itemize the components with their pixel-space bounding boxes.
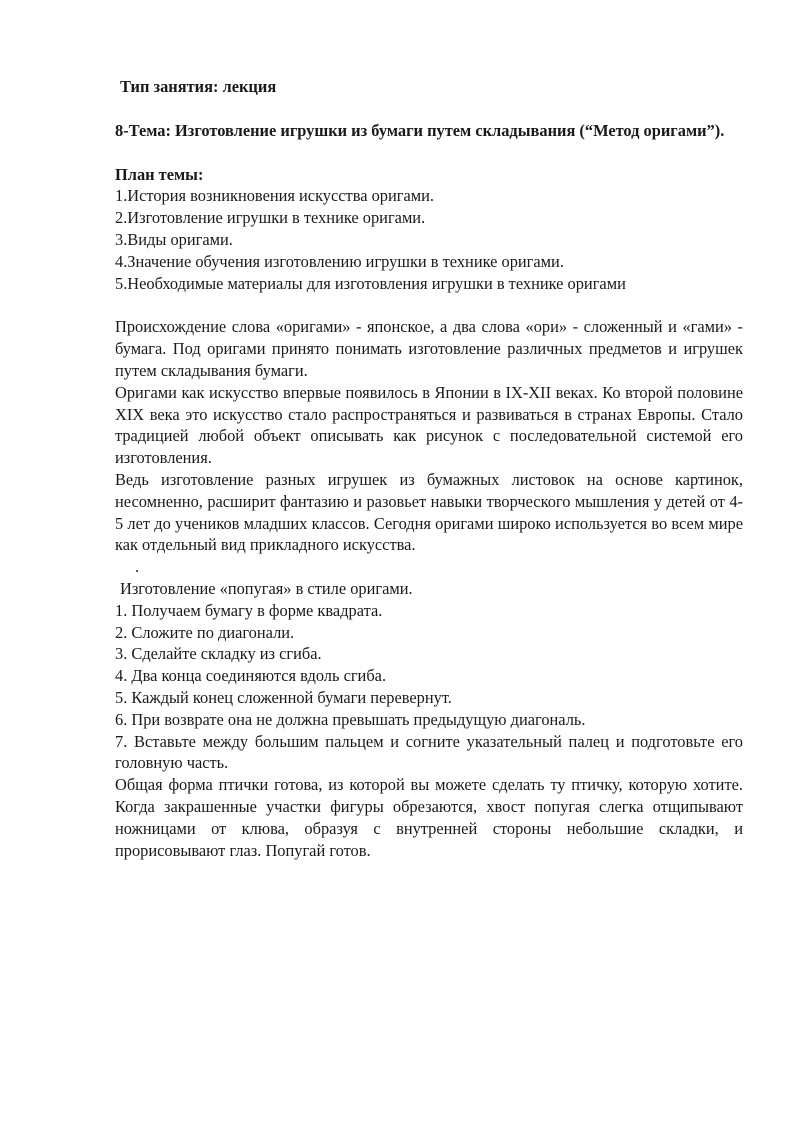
- instruction-step: 4. Два конца соединяются вдоль сгиба.: [115, 666, 387, 686]
- plan-item: 5.Необходимые материалы для изготовления игрушки в технике оригами: [115, 273, 626, 293]
- instruction-step: 2. Сложите по диагонали.: [115, 622, 295, 642]
- plan-item: 1.История возникновения искусства оригами.: [115, 186, 435, 206]
- instructions-title: Изготовление «попугая» в стиле оригами.: [120, 578, 413, 598]
- body-paragraph: Происхождение слова «оригами» - японское, а два слова «ори» - сложенный и «гами» - бумага. Под оригами принято понимать изготовление различных предметов и игрушек путем складывания бумаги.: [115, 317, 743, 380]
- body-paragraph: Ведь изготовление разных игрушек из бумажных листовок на основе картинок, несомненно, расширит фантазию и разовьет навыки творческого мышления у детей от 4-5 лет до учеников младших классов. Сегодня оригами широко используется во всем мире как отдельный вид прикладного искусства.: [115, 469, 743, 555]
- lesson-type: Тип занятия: лекция: [120, 77, 277, 96]
- plan-item: 3.Виды оригами.: [115, 229, 233, 249]
- instruction-step: 1. Получаем бумагу в форме квадрата.: [115, 600, 383, 620]
- document-content: [115, 76, 743, 861]
- instructions-list: [115, 600, 743, 774]
- topic-title: 8-Тема: Изготовление игрушки из бумаги путем складывания (“Метод оригами”).: [115, 120, 725, 140]
- instruction-step: 5. Каждый конец сложенной бумаги перевернут.: [115, 687, 452, 707]
- spacer: [115, 294, 743, 316]
- plan-item: 4.Значение обучения изготовлению игрушки в технике оригами.: [115, 251, 564, 271]
- instruction-step: 6. При возврате она не должна превышать предыдущую диагональ.: [115, 709, 586, 729]
- plan-item: 2.Изготовление игрушки в технике оригами.: [115, 208, 426, 228]
- plan-list: [115, 185, 743, 294]
- separator-dot: .: [135, 557, 140, 577]
- instruction-step: 3. Сделайте складку из сгиба.: [115, 644, 322, 664]
- instruction-step: 7. Вставьте между большим пальцем и согните указательный палец и подготовьте его головную часть.: [115, 731, 743, 773]
- body-paragraph: Оригами как искусство впервые появилось в Японии в IX-XII веках. Ко второй половине XIX века это искусство стало распространяться и развиваться в странах Европы. Стало традицией любой объект описывать как рисунок с последовательной системой его изготовления.: [115, 382, 743, 468]
- plan-title: План темы:: [115, 164, 204, 184]
- instructions-conclusion: Общая форма птички готова, из которой вы можете сделать ту птичку, которую хотите. Когда закрашенные участки фигуры обрезаются, хвост попугая слегка отщипывают ножницами от клюва, образуя с внутренней стороны небольшие складки, и прорисовывают глаз. Попугай готов.: [115, 775, 743, 860]
